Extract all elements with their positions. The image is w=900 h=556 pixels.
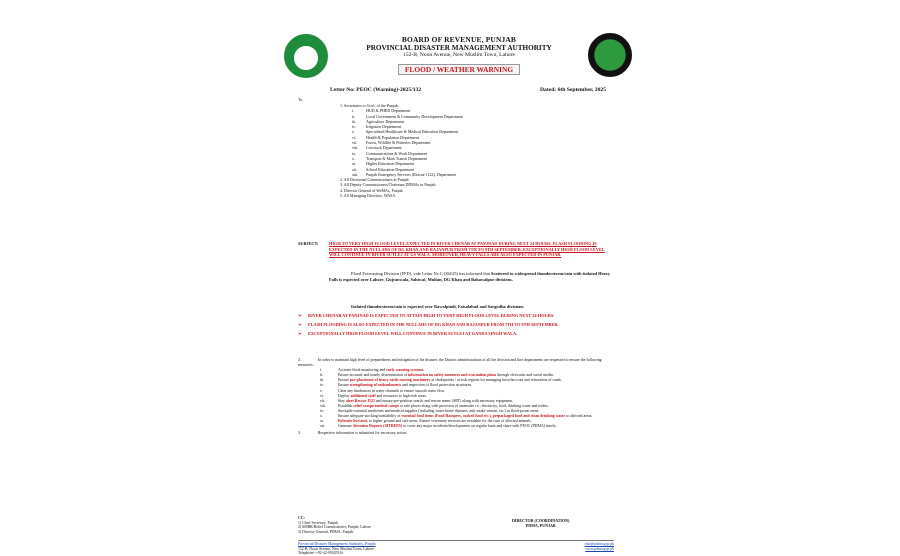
department-number: ix. <box>352 150 357 156</box>
para-forecast <box>329 271 612 283</box>
department-name: Punjab Emergency Services (Rescue 1122), Department <box>366 171 456 177</box>
measure-number: iii. <box>320 378 325 383</box>
department-number: vii. <box>352 140 358 146</box>
department-number: ii. <box>352 113 356 119</box>
para-forecast-bold: Scattered to widespread thunderstorm/rain with isolated Heavy Falls is expected over Lahore, Gujranwala, Sahiwal, Multan, DG Khan and Bahawalpur divisions. <box>329 271 611 283</box>
addressee-list <box>340 103 590 198</box>
department-number: iv. <box>352 124 356 130</box>
department-number: xii. <box>352 166 358 172</box>
department-name: Health & Population Department <box>366 134 419 140</box>
measure-text-rest: and inspection of flood protection structures. <box>401 383 472 388</box>
measure-number: vii. <box>320 398 326 403</box>
measure-text-rest: to cover any major incidents/developments on regular basis and share with PEOC (PDMA) timely. <box>402 424 557 429</box>
page-footer <box>298 540 614 556</box>
measure-highlight: Situation Reports (SITREPS) <box>353 424 403 429</box>
measures-section <box>298 358 614 436</box>
warning-bullet <box>298 313 618 319</box>
subject-label: SUBJECT: <box>298 241 319 246</box>
cc-item: 2) SMBR/Relief Commissioner, Punjab, Lahore <box>298 525 372 530</box>
measure-text: Stay <box>338 398 346 403</box>
addressee-item: 4. Director General of WeMAs, Punjab <box>340 187 403 193</box>
department-list <box>340 108 590 177</box>
footer-email[interactable]: info@pdma.gop.pk <box>584 542 614 546</box>
measure-text: Ensure <box>338 378 350 383</box>
bullet-arrow-icon: ➢ <box>298 322 302 328</box>
org-address: 152-B, Noon Avenue, New Muslim Town, Lahore <box>402 52 516 58</box>
department-number: i. <box>352 108 355 114</box>
measure-number: viii. <box>320 403 327 408</box>
department-name: Irrigation Department <box>366 124 401 130</box>
measure-text: Ensure <box>338 383 350 388</box>
measure-highlight: information on safety measures and evacuation plans <box>408 373 497 378</box>
measure-text-rest: through electronic and social media. <box>496 373 554 378</box>
measure-highlight: pre-placement of heavy earth moving machinery <box>349 378 431 383</box>
measure-number: vi. <box>320 393 324 398</box>
department-number: viii. <box>352 145 359 151</box>
cc-item: 3) Director General, PDMA, Punjab <box>298 529 354 534</box>
measure-highlight: relief camps/medical camps <box>353 403 399 408</box>
subject-text: HIGH TO VERY HIGH FLOOD LEVEL EXPECTED IN RIVER CHENAB AT PANJNAD DURING NEXT 24 HOURS. FLASH FLOODING IS EXPECTED IN THE NULLAHS OF DG KHAN AND RAJANPUR FROM 7TH TO 9TH SEPTEMBER. EXCEPTIONALLY HIGH FLOOD LEVEL WILL CONTINUE IN RIVER SUTLEJ AT GS WALA. MOREOVER, HEAVY FALLS ARE ALSO EXPECTED IN PUNJAB. <box>329 241 605 258</box>
signatory-title: DIRECTOR (COORDINATION) <box>512 518 570 523</box>
warning-bullet-text: EXCEPTIONALLY HIGH FLOOD LEVEL WILL CONTINUE IN RIVER SUTLEJ AT GANDA SINGH WALA. <box>308 331 518 337</box>
to-label: To: <box>298 97 304 102</box>
measure-highlight: Relocate livestock <box>338 419 368 424</box>
warning-bullet-text: FLASH FLOODING IS ALSO EXPECTED IN THE NULLAHS OF DG KHAN AND RAJANPUR FROM 7TH TO 9TH SEPTEMBER. <box>308 322 559 328</box>
measure-text-rest: and ensure pre-position search and rescue teams (SRT) along with necessary equipment. <box>374 398 514 403</box>
measure-highlight: strengthening of embankments <box>349 383 402 388</box>
measure-highlight: essential food items (Food Hampers, cooked food etc.), prepackaged food and clean drinking water <box>401 414 566 419</box>
measure-text: Deploy <box>338 393 351 398</box>
warning-title: FLOOD / WEATHER WARNING <box>398 64 520 75</box>
para-measures <box>298 358 614 368</box>
warning-bullet-text: RIVER CHENAB AT PANJNAD IS EXPECTED TO ATTAIN HIGH TO VERY HIGH FLOOD LEVEL DURING NEXT 24-HOURS. <box>308 313 555 318</box>
letter-page <box>282 30 622 556</box>
department-name: Communications & Work Department <box>366 150 428 156</box>
department-number: x. <box>352 155 355 161</box>
measures-list <box>298 368 614 429</box>
department-number: v. <box>352 129 355 135</box>
cc-label: CC: <box>298 516 305 520</box>
measure-number: i. <box>320 368 323 373</box>
department-number: xiii. <box>352 171 359 177</box>
cc-block <box>298 516 371 534</box>
bullet-arrow-icon: ➢ <box>298 331 302 337</box>
addressee-item-1: 1. Secretaries to Govt. of the Punjab, <box>340 103 399 108</box>
letter-number-line <box>330 87 620 93</box>
para-measures-text: In order to maintain high level of preparedness and mitigation of the disaster, the District administrations of all the division and line departments are requested to ensure the following measures: <box>298 358 602 368</box>
measure-text-rest: and medical supplies (including water borne diseases, anti-snake venom, etc.) in flood-prone areas. <box>383 408 540 413</box>
footer-website[interactable]: www.pdma.gop.pk <box>585 546 614 551</box>
letterhead <box>332 36 586 77</box>
department-number: xi. <box>352 161 357 167</box>
warning-bullet <box>298 331 618 337</box>
footer-address: 152-B, Noon Avenue, New Muslim Town, Lahore <box>298 546 375 551</box>
other-addressees <box>340 177 590 198</box>
cc-list <box>298 521 371 535</box>
measure-number: v. <box>320 388 323 393</box>
govt-punjab-logo-icon <box>284 34 328 78</box>
measure-text: Generate <box>338 424 354 429</box>
footer-contacts <box>585 542 614 551</box>
measure-text: Clear any hindrances in water channels to ensure smooth water flow. <box>338 388 446 393</box>
addressee-item: 3. All Deputy Commissioners/Chairman DDMAs in Punjab <box>340 182 436 188</box>
warning-bullets <box>298 313 618 341</box>
measure-number: iv. <box>320 383 324 388</box>
para-isolated: Isolated thunderstorm/rain is expected over Rawalpindi, Faisalabad and Sargodha divisions. <box>351 304 525 309</box>
department-number: iii. <box>352 118 357 124</box>
measure-text-rest: to affected areas. <box>565 414 593 419</box>
letter-number: Letter No: PEOC (Warning)-2025/132 <box>330 87 422 93</box>
department-name: Transport & Mass Transit Department <box>366 155 427 161</box>
department-name: Forest, Wildlife & Fisheries Department <box>366 140 431 146</box>
measure-number: ix. <box>320 408 324 413</box>
measure-highlight: additional staff <box>350 393 376 398</box>
department-name: Livestock Department <box>366 145 402 151</box>
para-forecast-lead: Flood Forecasting Division (FFD), vide Letter No C-004/25) has informed that <box>351 271 490 276</box>
addressee-item: 5. All Managing Directors, WASA <box>340 193 396 199</box>
signature-block <box>512 518 569 528</box>
bullet-arrow-icon: ➢ <box>298 313 302 318</box>
measure-number: ii. <box>320 373 324 378</box>
cc-item: 1) Chief Secretary, Punjab <box>298 520 339 525</box>
measure-text-rest: at safe places along with provision of amenities i.e., electricity, food, drinking water and toilets. <box>399 403 549 408</box>
measure-number: xi. <box>320 419 324 424</box>
measure-text: Activate flood monitoring and <box>338 368 387 373</box>
para-measures-num: 2. <box>298 358 301 362</box>
department-name: Agriculture Department <box>366 118 405 124</box>
measure-highlight: alert Rescue 1122 <box>345 398 375 403</box>
letter-date: Dated: 6th September, 2025 <box>540 87 606 93</box>
department-name: Specialized Healthcare & Medical Education Department <box>366 129 459 135</box>
footer-org: Provincial Disaster Management Authority, Punjab <box>298 542 376 546</box>
para-closing <box>298 431 614 436</box>
department-name: Local Government & Community Development Department <box>366 113 463 119</box>
measure-text: Ensure adequate stocking/availability of <box>338 414 402 419</box>
department-number: vi. <box>352 134 357 140</box>
measure-number: xii. <box>320 424 326 429</box>
measure-text-rest: at chokepoints / at-risk regions for managing breaches/cuts and restoration of roads. <box>430 378 562 383</box>
measure-text-rest: and resources to high-risk areas. <box>375 393 427 398</box>
measure-item <box>298 424 614 429</box>
pdma-logo-icon <box>588 33 632 77</box>
measure-text: Establish <box>338 403 354 408</box>
warning-bullet <box>298 322 618 328</box>
department-name: Higher Education Department <box>366 161 415 167</box>
department-name: School Education Department <box>366 166 415 172</box>
org-line-1: BOARD OF REVENUE, PUNJAB <box>401 35 517 44</box>
org-line-2: PROVINCIAL DISASTER MANAGEMENT AUTHORITY <box>366 44 552 52</box>
measure-number: x. <box>320 414 323 419</box>
footer-phone: Telephone: +92-42-99205316 <box>298 551 344 556</box>
measure-text: Ensure accurate and timely dissemination of <box>338 373 409 378</box>
para-closing-num: 3. <box>298 431 301 436</box>
signatory-org: PDMA, PUNJAB <box>525 523 556 528</box>
addressee-item: 2. All Divisional Commissioners in Punjab <box>340 177 409 183</box>
measure-text-rest: to higher ground and safe areas. Ensure veterinary services are available for the cure of affected animals. <box>367 419 532 424</box>
measure-text: Stockpile essential medicines <box>338 408 384 413</box>
measure-highlight: early warning systems. <box>386 368 425 373</box>
department-name: HUD & PHED Department <box>366 108 411 114</box>
para-closing-text: Respective information is submitted for necessary action. <box>317 431 408 436</box>
